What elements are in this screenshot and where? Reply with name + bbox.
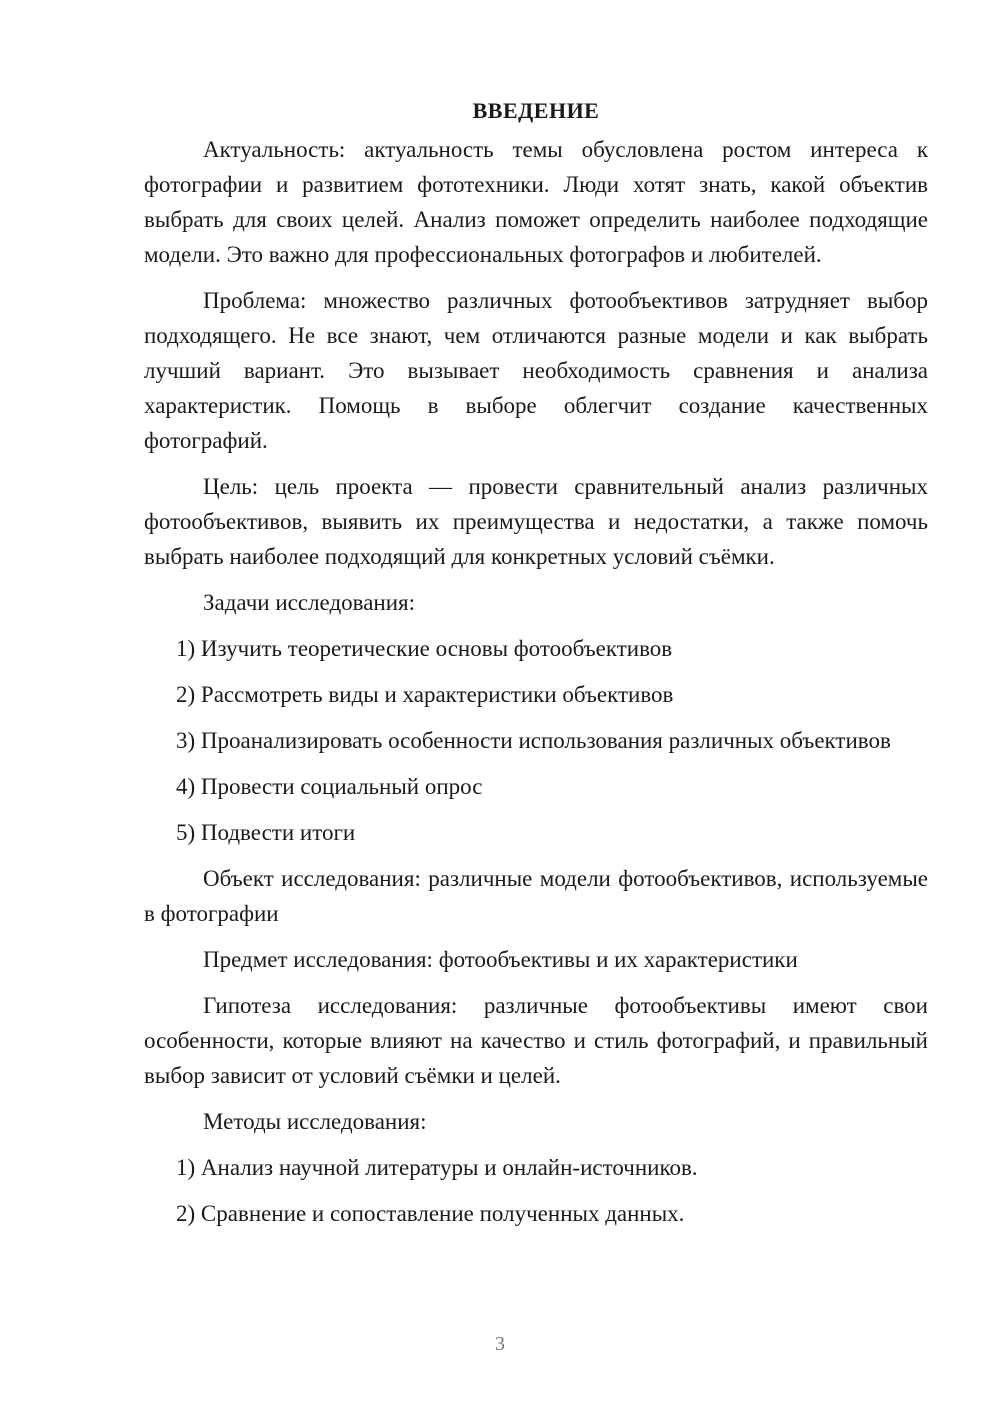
tasks-title: Задачи исследования: bbox=[203, 590, 416, 615]
method-item-1: 1) Анализ научной литературы и онлайн-источников. bbox=[176, 1155, 698, 1180]
object-paragraph: Объект исследования: различные модели фотообъективов, используемые в фотографии bbox=[144, 866, 928, 926]
page-number: 3 bbox=[495, 1333, 505, 1355]
method-item-2: 2) Сравнение и сопоставление полученных данных. bbox=[176, 1201, 685, 1226]
task-item-5: 5) Подвести итоги bbox=[176, 820, 356, 845]
methods-title: Методы исследования: bbox=[203, 1109, 427, 1134]
task-item-3: 3) Проанализировать особенности использования различных объективов bbox=[176, 728, 891, 753]
task-item-1: 1) Изучить теоретические основы фотообъективов bbox=[176, 636, 673, 661]
goal-paragraph: Цель: цель проекта — провести сравнительный анализ различных фотообъективов, выявить их преимущества и недостатки, а также помочь выбрать наиболее подходящий для конкретных условий съёмки. bbox=[144, 474, 928, 569]
problem-paragraph: Проблема: множество различных фотообъективов затрудняет выбор подходящего. Не все знают, чем отличаются разные модели и как выбрать лучший вариант. Это вызывает необходимость сравнения и анализа характеристик. Помощь в выборе облегчит создание качественных фотографий. bbox=[144, 288, 928, 453]
task-item-2: 2) Рассмотреть виды и характеристики объективов bbox=[176, 682, 674, 707]
hypothesis-paragraph: Гипотеза исследования: различные фотообъективы имеют свои особенности, которые влияют на качество и стиль фотографий, и правильный выбор зависит от условий съёмки и целей. bbox=[144, 993, 928, 1088]
section-heading: ВВЕДЕНИЕ bbox=[472, 98, 600, 123]
subject-paragraph: Предмет исследования: фотообъективы и их характеристики bbox=[203, 947, 798, 972]
page-content bbox=[144, 93, 928, 1242]
relevance-paragraph: Актуальность: актуальность темы обусловлена ростом интереса к фотографии и развитием фототехники. Люди хотят знать, какой объектив выбрать для своих целей. Анализ поможет определить наиболее подходящие модели. Это важно для профессиональных фотографов и любителей. bbox=[144, 137, 928, 267]
task-item-4: 4) Провести социальный опрос bbox=[176, 774, 483, 799]
